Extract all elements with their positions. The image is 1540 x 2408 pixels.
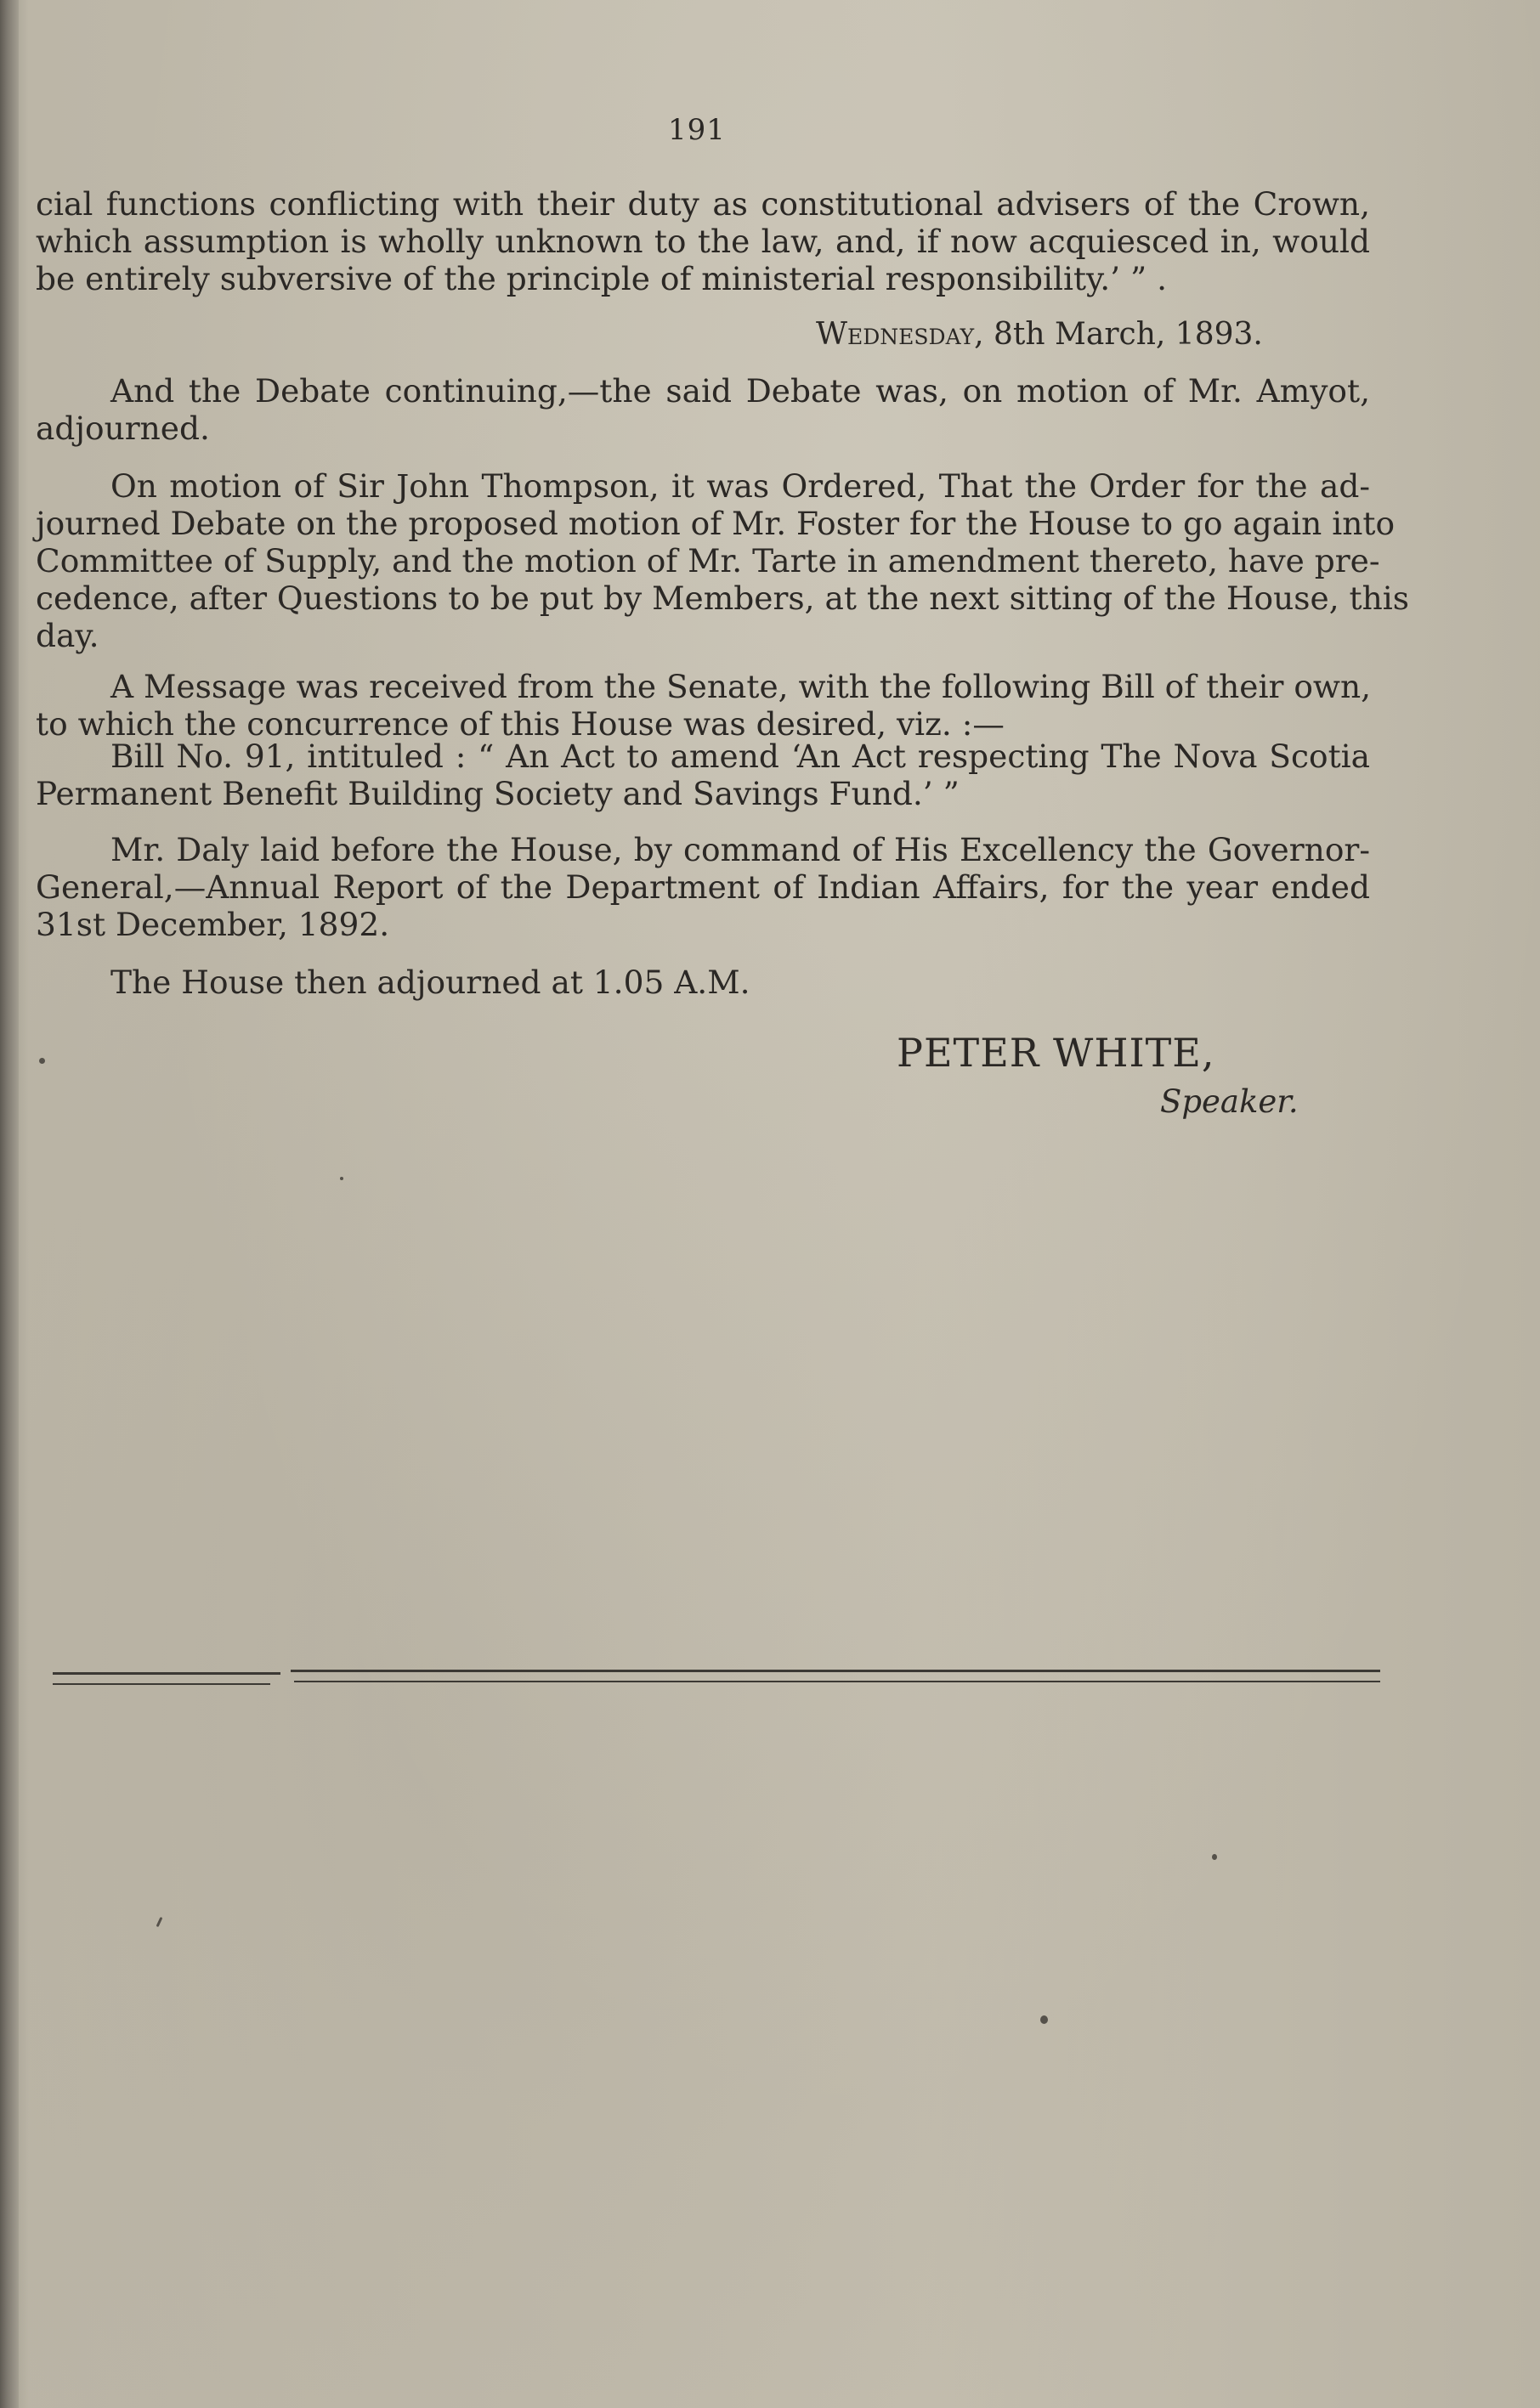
page-number: 191	[668, 113, 726, 147]
paper-speck	[1212, 1854, 1217, 1860]
paper-speck	[340, 1177, 343, 1180]
signature-name: PETER WHITE,	[897, 1030, 1215, 1076]
paragraph-line: which assumption is wholly unknown to the law, and, if now acquiesced in, would	[36, 223, 1370, 260]
divider-rule	[294, 1681, 1380, 1682]
paragraph-line: be entirely subversive of the principle of ministerial responsibility.’ ” .	[36, 260, 1168, 297]
paragraph-line: The House then adjourned at 1.05 A.M.	[110, 964, 750, 1001]
divider-rule	[53, 1672, 280, 1675]
paper-speck	[156, 1917, 163, 1927]
paragraph-line: journed Debate on the proposed motion of Mr. Foster for the House to go again into	[36, 505, 1396, 542]
paragraph-line: Permanent Benefit Building Society and Savings Fund.’ ”	[36, 775, 960, 812]
date-weekday: Wednesday	[816, 317, 975, 352]
paragraph-line: 31st December, 1892.	[36, 906, 390, 943]
book-spine-shadow	[0, 0, 19, 2408]
paragraph-line: day.	[36, 617, 99, 654]
paragraph-line: General,—Annual Report of the Department of Indian Affairs, for the year ended	[36, 868, 1370, 906]
paper-speck	[39, 1058, 45, 1064]
paragraph-line: Committee of Supply, and the motion of Mr. Tarte in amendment thereto, have pre-	[36, 542, 1380, 579]
paragraph-line: Mr. Daly laid before the House, by command of His Excellency the Governor-	[110, 831, 1370, 868]
paper-speck	[1040, 2015, 1048, 2024]
paragraph-line: adjourned.	[36, 410, 210, 447]
paragraph-line: to which the concurrence of this House was desired, viz. :—	[36, 705, 1005, 743]
date-heading	[816, 316, 1263, 353]
paragraph-line: On motion of Sir John Thompson, it was Ordered, That the Order for the ad-	[110, 467, 1370, 505]
paragraph-line: A Message was received from the Senate, with the following Bill of their own,	[110, 668, 1372, 705]
paragraph-line: And the Debate continuing,—the said Debate was, on motion of Mr. Amyot,	[110, 372, 1370, 410]
paragraph-line: cedence, after Questions to be put by Members, at the next sitting of the House, this	[36, 579, 1409, 617]
divider-rule	[291, 1670, 1380, 1672]
paragraph-line: Bill No. 91, intituled : “ An Act to amend ‘An Act respecting The Nova Scotia	[110, 738, 1370, 775]
divider-rule	[53, 1683, 270, 1685]
paragraph-line: cial functions conflicting with their duty as constitutional advisers of the Crown,	[36, 185, 1370, 223]
signature-title: Speaker.	[1160, 1083, 1299, 1120]
date-rest: , 8th March, 1893.	[974, 317, 1263, 352]
